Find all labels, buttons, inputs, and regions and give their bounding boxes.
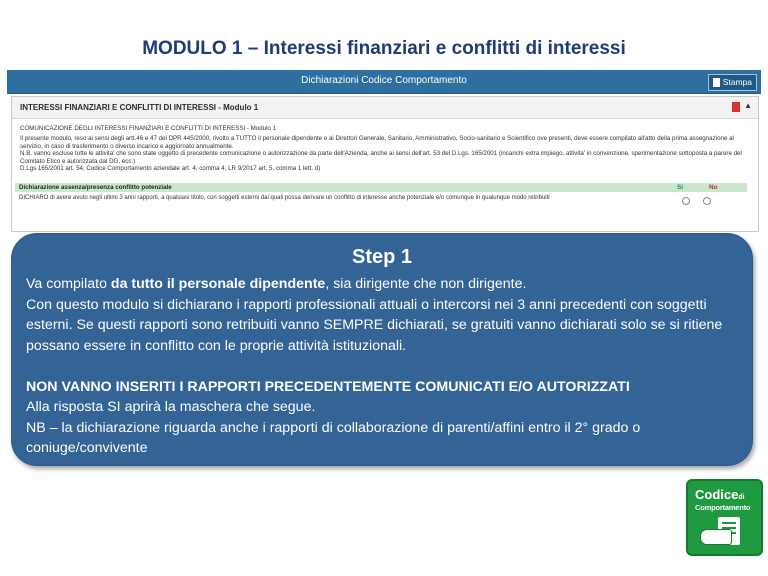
- codice-comportamento-logo: [686, 479, 763, 556]
- step-paragraph: Con questo modulo si dichiarano i rapporti professionali attuali o intercorsi nei 3 anni precedenti con soggetti esterni. Se questi rapporti sono retribuiti vanno SEMPRE dichiarati, se gratuiti vanno dichiarati solo se si ritiene possano essere in conflitto con le proprie attività istituzionali.: [26, 296, 723, 354]
- print-button[interactable]: [708, 74, 757, 91]
- step-line-1-bold: da tutto il personale dipendente: [110, 276, 326, 292]
- step-line-1: Va compilato da tutto il personale dipendente, sia dirigente che non dirigente.: [26, 276, 527, 292]
- panel-body: [20, 125, 750, 172]
- logo-word-comportamento: Comportamento: [695, 503, 751, 512]
- declaration-header-label: Dichiarazione assenza/presenza conflitto potenziale: [19, 184, 172, 191]
- screenshot-form: [7, 70, 761, 230]
- panel-subtitle: COMUNICAZIONE DEGLI INTERESSI FINANZIARI E CONFLITTI DI INTERESSI - Modulo 1: [20, 125, 277, 132]
- column-yes: Si: [677, 184, 684, 191]
- step-warning: NON VANNO INSERITI I RAPPORTI PRECEDENTEMENTE COMUNICATI E/O AUTORIZZATI: [26, 378, 630, 395]
- slide-title: MODULO 1 – Interessi finanziari e conflitti di interessi: [142, 38, 626, 59]
- radio-yes[interactable]: [682, 197, 690, 205]
- print-label: Stampa: [722, 77, 752, 87]
- module-panel: [11, 96, 759, 232]
- pdf-icon[interactable]: [732, 102, 740, 112]
- step-line-5: NB – la dichiarazione riguarda anche i rapporti di collaborazione di parenti/affini entro il 2° grado o coniuge/convivente: [26, 419, 641, 456]
- step-title: Step 1: [351, 246, 413, 268]
- panel-title: INTERESSI FINANZIARI E CONFLITTI DI INTERESSI - Modulo 1: [20, 103, 259, 112]
- panel-paragraph: Il presente modulo, reso ai sensi degli artt.46 e 47 del DPR 445/2000, rivolto a TUTTO il personale dipendente e ai Direttori Generale, Sanitario, Amministrativo, Socio-sanitario e Scientifico ove presenti, deve essere compilato all'atto della prima assegnazione al servizio, in caso di trasferimento o diverso incarico e aggiornato annualmente.: [20, 135, 734, 150]
- step-line-4: Alla risposta SI aprirà la maschera che segue.: [26, 399, 316, 415]
- step-callout: [11, 233, 753, 466]
- radio-no[interactable]: [703, 197, 711, 205]
- document-icon: [713, 78, 720, 87]
- panel-legal-reference: D.Lgs 165/2001 art. 54, Codice Comportamento aziendale art. 4, comma 4; LR 9/2017 art. 5, comma 1 lett. d): [20, 165, 321, 173]
- step-text: [26, 274, 741, 459]
- logo-word-codice: Codicedi: [695, 487, 745, 502]
- declaration-row: [15, 194, 747, 204]
- column-no: No: [709, 184, 718, 191]
- form-header: [7, 70, 761, 94]
- panel-note: N.B. vanno escluse tutte le attivita' che sono state oggetto di precedente comunicazione o autorizzazione da parte dell'Azienda, anche ai sensi dell'art. 53 del D.Lgs. 165/2001 (incarichi extra impiego, attivita' in convenzione, sperimentazione sottoposta a parere del Comitato Etico e autorizzata dal DG, ecc.): [20, 150, 742, 165]
- panel-header: [12, 97, 758, 119]
- declaration-table-header: [15, 183, 747, 192]
- chevron-up-icon[interactable]: ▲: [744, 101, 752, 110]
- form-header-title: Dichiarazioni Codice Comportamento: [301, 75, 467, 86]
- declaration-text: DICHIARO di avere avuto negli ultimi 3 anni rapporti, a qualsiasi titolo, con soggetti esterni dai quali possa derivare un conflitto di interesse anche potenziale e/o comunque in qualunque modo retribuiti: [19, 195, 550, 201]
- hand-icon: [700, 529, 732, 545]
